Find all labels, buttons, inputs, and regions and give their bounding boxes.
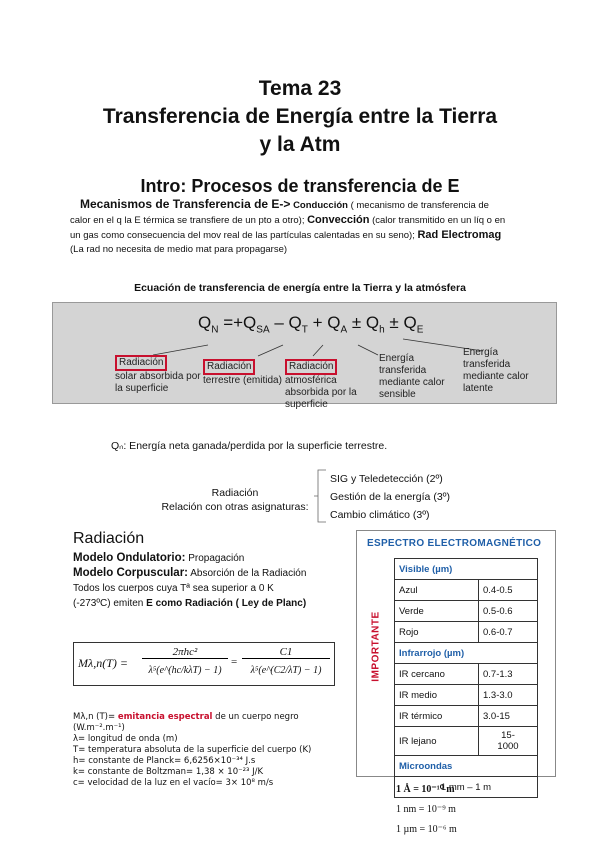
table-row: 1 mm – 1 m	[395, 777, 538, 798]
mechanisms-paragraph	[70, 197, 510, 257]
definition: k= constante de Boltzman= 1,38 × 10⁻²³ J/K	[73, 767, 264, 777]
label-qsa: Radiación solar absorbida por la superficie	[115, 357, 201, 394]
mechanisms-lead: Mecanismos de Transferencia de E->	[80, 197, 291, 211]
importante-label: IMPORTANTE	[370, 611, 382, 682]
conduccion-desc: ( mecanismo de transferencia de calor en el q la E térmica se transfiere de un pto a otro);	[70, 200, 489, 226]
table-row: IR térmico 3.0-15	[395, 706, 538, 727]
corpuscular-text: Absorción de la Radiación	[188, 568, 307, 579]
title-line-3: y la Atm	[259, 133, 341, 156]
equation-caption: Ecuación de transferencia de energía entre la Tierra y la atmósfera	[134, 282, 466, 294]
arrow-qa	[313, 345, 323, 356]
radiacion-line3: Todos los cuerpos cuya Tª sea superior a 0 K	[73, 583, 274, 594]
energy-equation: $Q_N =+Q_{SA} - Q_T + Q_A \pm Q_h \pm Q_E$	[198, 313, 424, 336]
unit-um: 1 µm = 10⁻⁶ m	[396, 824, 457, 835]
planck-formula	[73, 642, 335, 686]
table-row: Verde 0.5-0.6	[395, 601, 538, 622]
conveccion-desc: (calor transmitido en un líq o en un gas como consecuencia del mov real de las partículas calentadas en su seno);	[70, 215, 506, 241]
visible-header: Visible (µm)	[395, 559, 538, 580]
table-row: IR lejano 15- 1000	[395, 727, 538, 756]
unit-angstrom: 1 Å = 10⁻¹⁰ m	[396, 784, 455, 795]
arrow-qt	[258, 345, 283, 356]
relations-subtitle: Relación con otras asignaturas:	[161, 501, 309, 513]
table-row: IR cercano 0.7-1.3	[395, 664, 538, 685]
rad-desc: (La rad no necesita de medio mat para propagarse)	[70, 244, 288, 255]
relations-list	[330, 470, 450, 524]
table-row: IR medio 1.3-3.0	[395, 685, 538, 706]
radiacion-text	[73, 551, 343, 611]
rad-term: Rad Electromag	[417, 229, 502, 241]
relation-item: Cambio climático (3º)	[330, 509, 430, 521]
definition: c= velocidad de la luz en el vacío= 3× 10⁸ m/s	[73, 778, 274, 788]
ondulatorio-text: Propagación	[185, 553, 245, 564]
conveccion-term: Convección	[307, 214, 370, 226]
definition: λ= longitud de onda (m)	[73, 734, 178, 744]
label-qh: Energía transferida mediante calor sensible	[379, 353, 445, 400]
infrarrojo-header: Infrarrojo (µm)	[395, 643, 538, 664]
radiacion-heading: Radiación	[73, 530, 145, 547]
qn-note: Qₙ: Energía neta ganada/perdida por la superficie terrestre.	[111, 440, 388, 452]
unit-nm: 1 nm = 10⁻⁹ m	[396, 804, 456, 815]
arrow-qh	[358, 345, 378, 355]
radiacion-line4b: E como Radiación ( Ley de Planc)	[146, 598, 307, 609]
label-qt: Radiación terrestre (emitida)	[203, 361, 282, 386]
equation-box	[52, 302, 557, 410]
relation-item: Gestión de la energía (3º)	[330, 491, 450, 503]
spectrum-title: ESPECTRO ELECTROMAGNÉTICO	[367, 538, 542, 549]
ondulatorio-label: Modelo Ondulatorio:	[73, 552, 186, 564]
formula-den2: λ⁵(e^(C2/λT) − 1)	[250, 665, 322, 676]
label-qe: Energía transferida mediante calor latente	[463, 347, 529, 394]
title-line-2: Transferencia de Energía entre la Tierra	[102, 105, 498, 128]
definition: Mλ,n (T)= emitancia espectral de un cuerpo negro (W.m⁻².m⁻¹)	[73, 712, 299, 733]
relations-title: Radiación	[211, 487, 259, 499]
formula-lhs: Mλ,n(T) =	[78, 656, 128, 670]
label-qa: Radiación atmosférica absorbida por la superficie	[285, 361, 357, 410]
table-row: Azul 0.4-0.5	[395, 580, 538, 601]
relations-brace	[314, 468, 328, 524]
definition: T= temperatura absoluta de la superficie del cuerpo (K)	[73, 745, 312, 755]
formula-den1: λ⁵(e^(hc/kλT) − 1)	[148, 665, 222, 676]
formula-num1: 2πhc²	[142, 646, 228, 659]
relation-item: SIG y Teledetección (2º)	[330, 473, 443, 485]
formula-eq: =	[231, 656, 238, 668]
title-line-1: Tema 23	[258, 77, 342, 100]
definition: h= constante de Planck= 6,6256×10⁻³⁴ J.s	[73, 756, 256, 766]
conduccion-term: Conducción	[293, 200, 348, 211]
subtitle: Intro: Procesos de transferencia de E	[140, 176, 460, 196]
formula-num2: C1	[242, 646, 330, 659]
arrow-qsa	[153, 345, 208, 355]
microondas-header: Microondas	[395, 756, 538, 777]
units-list	[396, 780, 457, 840]
table-row: Rojo 0.6-0.7	[395, 622, 538, 643]
definitions	[73, 712, 353, 789]
corpuscular-label: Modelo Corpuscular:	[73, 567, 189, 579]
radiacion-line4a: (-273ºC) emiten	[73, 598, 147, 609]
spectrum-table	[394, 558, 538, 798]
